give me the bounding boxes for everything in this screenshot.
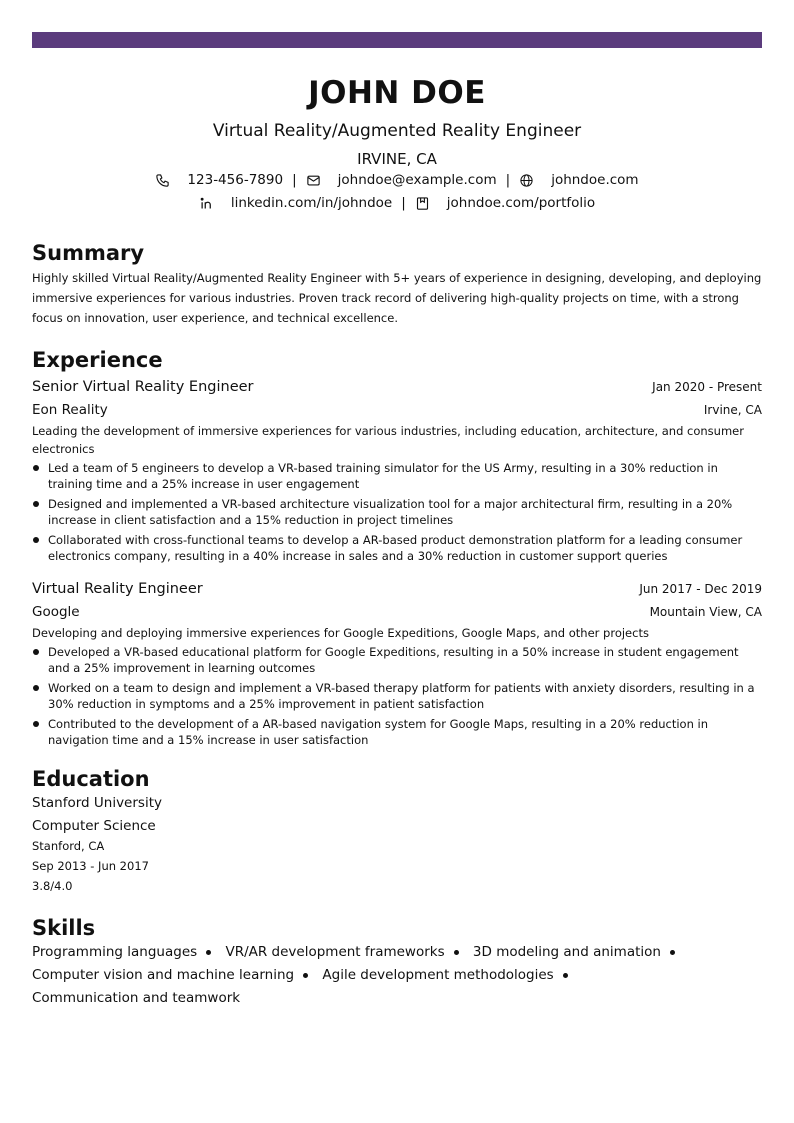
job-location: Mountain View, CA	[649, 605, 762, 619]
portfolio-icon	[415, 196, 430, 211]
separator: |	[401, 195, 406, 211]
website-text: johndoe.com	[551, 172, 639, 188]
globe-icon	[519, 173, 534, 188]
bullet-icon	[206, 950, 211, 955]
summary-heading: Summary	[32, 241, 145, 265]
bullet-icon	[33, 649, 39, 655]
job-role: Senior Virtual Reality Engineer	[32, 379, 254, 395]
linkedin-text: linkedin.com/in/johndoe	[230, 195, 393, 211]
job-description: Developing and deploying immersive experiences for Google Expeditions, Google Maps, and other projects	[32, 626, 649, 640]
achievement-item: Worked on a team to design and implement a VR-based therapy platform for patients with anxiety disorders, resulting in a 30% reduction in symptoms and a 25% improvement in patient satisfaction	[32, 680, 762, 712]
achievement-item: Developed a VR-based educational platform for Google Expeditions, resulting in a 50% increase in student engagement and a 25% improvement in learning outcomes	[32, 644, 762, 676]
job-entry	[32, 578, 762, 748]
job-role: Virtual Reality Engineer	[32, 581, 203, 597]
summary-text: Highly skilled Virtual Reality/Augmented Reality Engineer with 5+ years of experience in designing, developing, and deploying immersive experiences for various industries. Proven track record of delivering high-quality projects on time, with a strong focus on innovation, user experience, and technical excellence.	[32, 271, 762, 325]
job-company: Google	[32, 604, 80, 620]
linkedin-icon	[199, 196, 214, 211]
phone-icon	[155, 173, 170, 188]
skill-item: Communication and teamwork	[32, 990, 241, 1006]
bullet-icon	[670, 950, 675, 955]
skill-item: 3D modeling and animation	[472, 944, 661, 960]
portfolio-text: johndoe.com/portfolio	[446, 195, 596, 211]
bullet-icon	[33, 685, 39, 691]
job-entry	[32, 376, 762, 564]
education-location: Stanford, CA	[32, 839, 105, 853]
achievement-item: Contributed to the development of a AR-based navigation system for Google Maps, resulting in a 20% reduction in navigation time and a 15% increase in user satisfaction	[32, 716, 762, 748]
job-achievements	[32, 460, 762, 564]
bullet-icon	[33, 465, 39, 471]
phone-text: 123-456-7890	[187, 172, 284, 188]
education-dates: Sep 2013 - Jun 2017	[32, 859, 149, 873]
skill-item: Programming languages	[32, 944, 198, 960]
separator: |	[505, 172, 511, 188]
accent-bar	[32, 32, 762, 48]
job-dates: Jun 2017 - Dec 2019	[639, 582, 762, 596]
job-achievements	[32, 644, 762, 748]
education-degree: Computer Science	[32, 818, 156, 834]
education-gpa: 3.8/4.0	[32, 879, 73, 893]
contact-row-primary	[32, 171, 762, 189]
achievement-item: Designed and implemented a VR-based architecture visualization tool for a major architectural firm, resulting in a 20% increase in client satisfaction and a 15% reduction in project timelines	[32, 496, 762, 528]
separator: |	[292, 172, 297, 188]
job-company: Eon Reality	[32, 402, 108, 418]
skills-heading: Skills	[32, 916, 96, 940]
portfolio-contact[interactable]	[415, 194, 595, 212]
bullet-icon	[33, 721, 39, 727]
mail-icon	[306, 173, 321, 188]
website-contact[interactable]	[519, 171, 638, 189]
bullet-icon	[454, 950, 459, 955]
resume-page	[32, 32, 762, 1010]
job-dates: Jan 2020 - Present	[652, 380, 762, 394]
skill-item: VR/AR development frameworks	[225, 944, 445, 960]
candidate-name: JOHN DOE	[308, 75, 486, 111]
email-contact[interactable]	[306, 171, 497, 189]
candidate-location: IRVINE, CA	[357, 150, 437, 168]
contact-row-secondary	[32, 194, 762, 212]
email-text: johndoe@example.com	[337, 172, 497, 188]
linkedin-contact[interactable]	[199, 194, 392, 212]
skill-item: Agile development methodologies	[322, 967, 554, 983]
education-heading: Education	[32, 767, 150, 791]
skills-list	[32, 941, 762, 1010]
bullet-icon	[563, 973, 568, 978]
education-school: Stanford University	[32, 795, 162, 811]
bullet-icon	[33, 501, 39, 507]
job-title: Virtual Reality/Augmented Reality Engineer	[212, 121, 582, 141]
job-description: Leading the development of immersive experiences for various industries, including education, architecture, and consumer electronics	[32, 424, 744, 456]
bullet-icon	[33, 537, 39, 543]
achievement-item: Collaborated with cross-functional teams to develop a AR-based product demonstration platform for a leading consumer electronics company, resulting in a 40% increase in sales and a 30% reduction in customer support queries	[32, 532, 762, 564]
achievement-item: Led a team of 5 engineers to develop a VR-based training simulator for the US Army, resulting in a 30% reduction in training time and a 25% increase in user engagement	[32, 460, 762, 492]
job-location: Irvine, CA	[703, 403, 762, 417]
skill-item: Computer vision and machine learning	[32, 967, 295, 983]
experience-heading: Experience	[32, 348, 163, 372]
phone-contact[interactable]	[155, 171, 283, 189]
bullet-icon	[303, 973, 308, 978]
